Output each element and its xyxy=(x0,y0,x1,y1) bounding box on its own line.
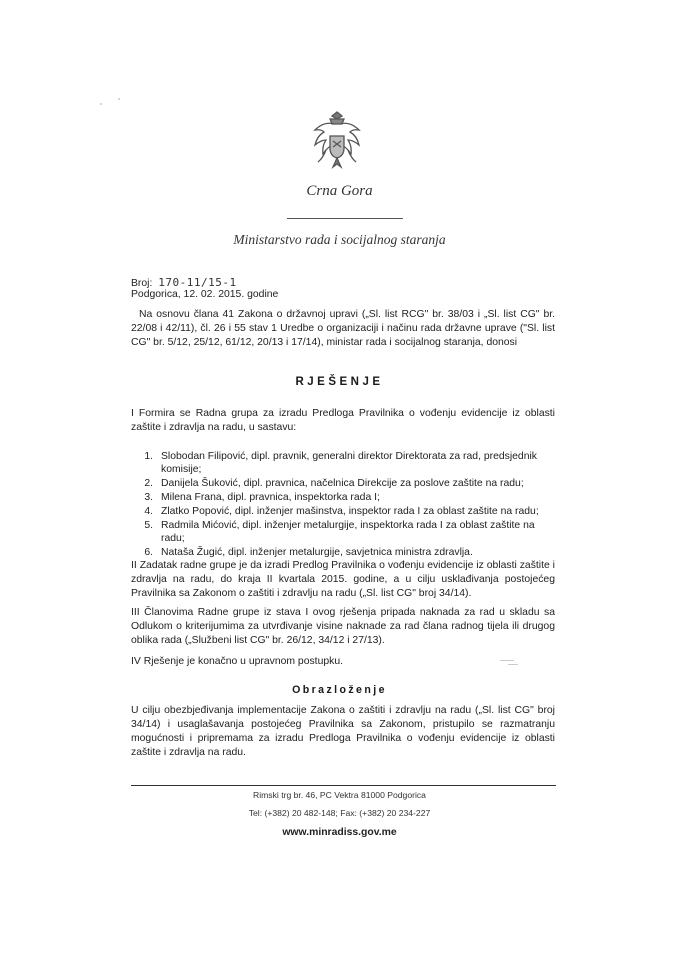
list-item: 6. Nataša Žugić, dipl. inženjer metalurgije, savjetnica ministra zdravlja. xyxy=(144,547,473,559)
member-list xyxy=(131,451,561,561)
country-name: Crna Gora xyxy=(306,183,373,199)
list-item: 5. Radmila Mićović, dipl. inženjer metalurgije, inspektorka rada I za oblast zaštite na radu; xyxy=(144,520,535,544)
footer-phone: Tel: (+382) 20 482-148; Fax: (+382) 20 234-227 xyxy=(248,808,431,818)
ministry-name: Ministarstvo rada i socijalnog staranja xyxy=(233,232,446,247)
place-date: Podgorica, 12. 02. 2015. godine xyxy=(131,289,279,300)
section-1-paragraph: I Formira se Radna grupa za izradu Predloga Pravilnika o vođenju evidencije iz oblasti zaštite i zdravlja na radu, u sastavu: xyxy=(131,408,555,433)
list-item: 2. Danijela Šuković, dipl. pravnica, načelnica Direkcije za poslove zaštite na radu; xyxy=(144,477,524,489)
section-2-paragraph: II Zadatak radne grupe je da izradi Predlog Pravilnika o vođenju evidencije iz oblasti zaštite i zdravlja na radu, do kraja II kvartala 2015. godine, a u cilju usklađivanja postojećeg Pravilnika sa Zakonom o zaštiti i zdravlju na radu („Sl. list CG" broj 34/14). xyxy=(131,560,555,599)
scan-mark xyxy=(118,98,120,100)
document-title: RJEŠENJE xyxy=(295,376,384,388)
scan-mark xyxy=(100,103,102,105)
footer-address: Rimski trg br. 46, PC Vektra 81000 Podgorica xyxy=(253,790,426,800)
section-4-paragraph: IV Rješenje je konačno u upravnom postupku. xyxy=(131,656,343,667)
list-item: 3. Milena Frana, dipl. pravnica, inspektorka rada I; xyxy=(144,491,380,503)
obrazlozenje-title: Obrazloženje xyxy=(292,684,387,696)
reference-label: Broj: xyxy=(131,278,153,289)
obrazlozenje-paragraph: U cilju obezbjeđivanja implementacije Zakona o zaštiti i zdravlju na radu („Sl. list CG" broj 34/14) i usaglašavanja postojećeg Pravilnika sa Zakonom, pristupilo se razmatranju mogućnosti i pripremama za izradu Predloga Pravilnika o vođenju evidencije iz oblasti zaštite i zdravlja na radu. xyxy=(131,705,555,758)
reference-value: 170-11/15-1 xyxy=(158,276,237,289)
header-divider xyxy=(287,218,403,219)
scan-mark xyxy=(508,664,518,665)
scan-mark xyxy=(500,660,514,661)
list-item: 1. Slobodan Filipović, dipl. pravnik, generalni direktor Direktorata za rad, predsjednik komisije; xyxy=(144,451,537,475)
list-item: 4. Zlatko Popović, dipl. inženjer mašinstva, inspektor rada I za oblast zaštite na radu; xyxy=(144,506,539,518)
footer-website[interactable]: www.minradiss.gov.me xyxy=(282,827,397,838)
footer-divider xyxy=(131,785,556,786)
section-3-paragraph: III Članovima Radne grupe iz stava I ovog rješenja pripada naknada za rad u skladu sa Odlukom o kriterijumima za utvrđivanje visine naknade za rad člana radnog tijela ili drugog oblika rada („Službeni list CG" br. 26/12, 34/12 i 27/13). xyxy=(131,607,555,646)
coat-of-arms-icon xyxy=(312,110,362,174)
preamble-paragraph: Na osnovu člana 41 Zakona o državnoj upravi („Sl. list RCG" br. 38/03 i „Sl. list CG" br. 22/08 i 42/11), čl. 26 i 55 stav 1 Uredbe o organizaciji i načinu rada državne uprave ("Sl. list CG" br. 5/12, 25/12, 61/12, 20/13 i 17/14), ministar rada i socijalnog staranja, donosi xyxy=(131,309,555,348)
